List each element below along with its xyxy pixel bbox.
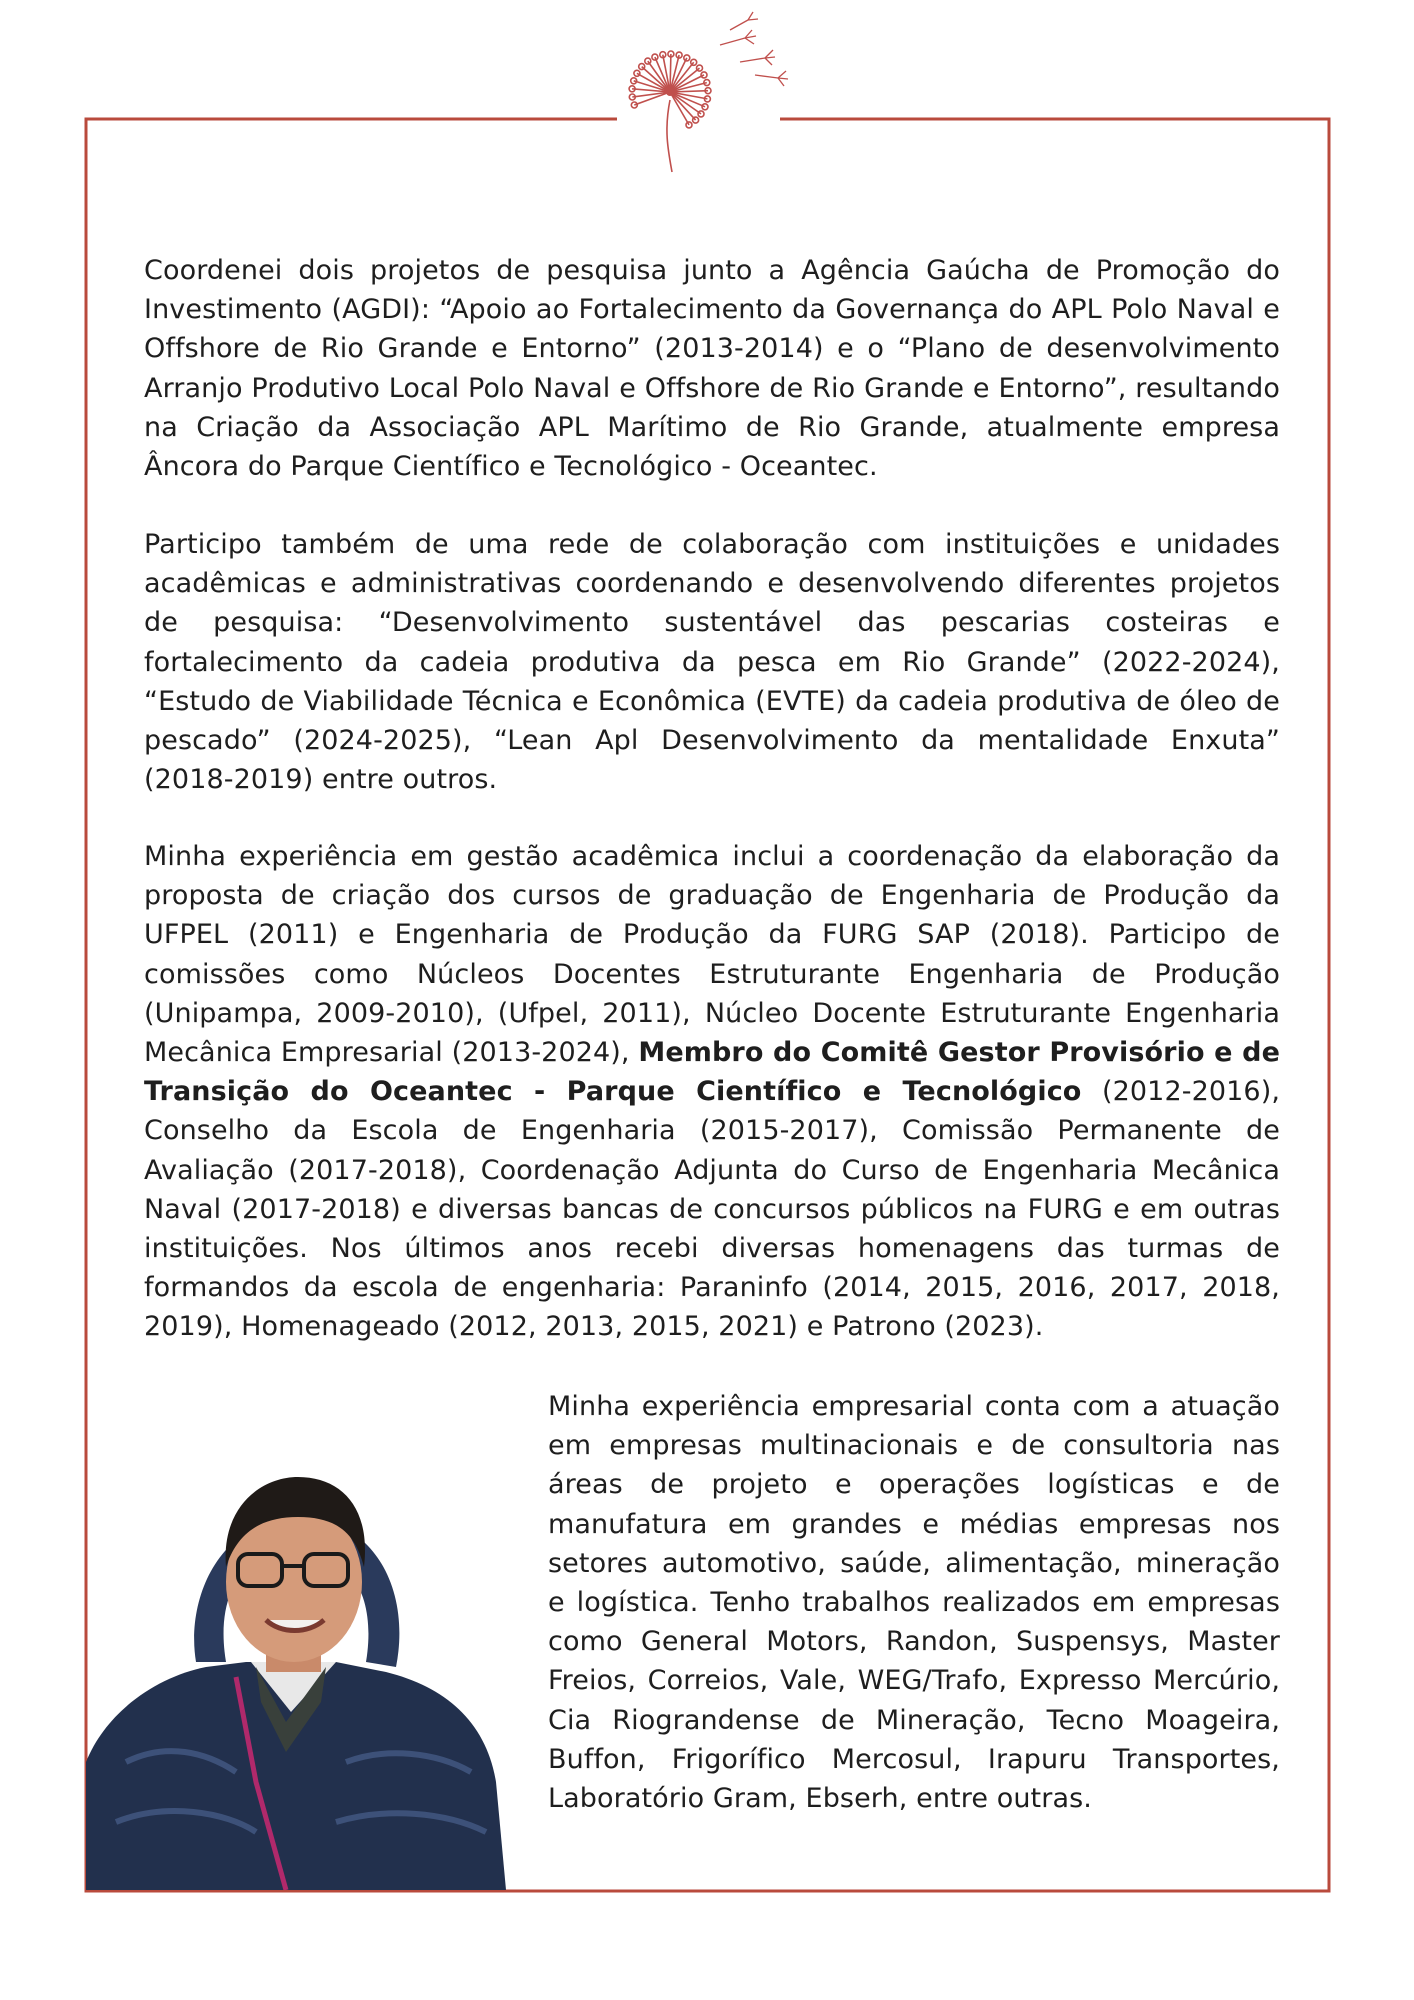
person-portrait bbox=[86, 1462, 506, 1890]
paragraph-collaboration-network: Participo também de uma rede de colaboração com instituições e unidades acadêmicas e administrativas coordenando e desenvolvendo diferentes projetos de pesquisa: “Desenvolvimento sustentável das pescarias costeiras e fortalecimento da cadeia produtiva da pesca em Rio Grande” (2022-2024), “Estudo de Viabilidade Técnica e Econômica (EVTE) da cadeia produtiva de óleo de pescado” (2024-2025), “Lean Apl Desenvolvimento da mentalidade Enxuta” (2018-2019) entre outros. bbox=[144, 529, 1280, 796]
paragraph-business-experience: Minha experiência empresarial conta com a atuação em empresas multinacionais e de consultoria nas áreas de projeto e operações logísticas e de manufatura em grandes e médias empresas nos setores automotivo, saúde, alimentação, mineração e logística. Tenho trabalhos realizados em empresas como General Motors, Randon, Suspensys, Master Freios, Correios, Vale, WEG/Trafo, Expresso Mercúrio, Cia Riograndense de Mineração, Tecno Moageira, Buffon, Frigorífico Mercosul, Irapuru Transportes, Laboratório Gram, Ebserh, entre outras. bbox=[548, 1391, 1280, 1815]
dandelion-icon bbox=[629, 12, 788, 172]
academic-text-part2: (2012-2016), Conselho da Escola de Engenharia (2015-2017), Comissão Permanente de Avaliação (2017-2018), Coordenação Adjunta do Curso de Engenharia Mecânica Naval (2017-2018) e diversas bancas de concursos públicos na FURG e em outras instituições. Nos últimos anos recebi diversas homenagens das turmas de formandos da escola de engenharia: Paraninfo (2014, 2015, 2016, 2017, 2018, 2019), Homenageado (2012, 2013, 2015, 2021) e Patrono (2023). bbox=[144, 1076, 1281, 1343]
academic-text-part1: Minha experiência em gestão acadêmica inclui a coordenação da elaboração da proposta de criação dos cursos de graduação de Engenharia de Produção da UFPEL (2011) e Engenharia de Produção da FURG SAP (2018). Participo de comissões como Núcleos Docentes Estruturante Engenharia de Produção (Unipampa, 2009-2010), (Ufpel, 2011), Núcleo Docente Estruturante Engenharia Mecânica Empresarial (2013-2024), bbox=[144, 841, 1280, 1069]
paragraph-agdi-projects: Coordenei dois projetos de pesquisa junto a Agência Gaúcha de Promoção do Investimento (AGDI): “Apoio ao Fortalecimento da Governança do APL Polo Naval e Offshore de Rio Grande e Entorno” (2013-2014) e o “Plano de desenvolvimento Arranjo Produtivo Local Polo Naval e Offshore de Rio Grande e Entorno”, resultando na Criação da Associação APL Marítimo de Rio Grande, atualmente empresa Âncora do Parque Científico e Tecnológico - Oceantec. bbox=[144, 255, 1280, 483]
academic-highlight: Membro do Comitê Gestor Provisório e de Transição do Oceantec - Parque Científico e Tecnológico bbox=[144, 1037, 1280, 1108]
paragraph-academic-management bbox=[144, 837, 1280, 1347]
